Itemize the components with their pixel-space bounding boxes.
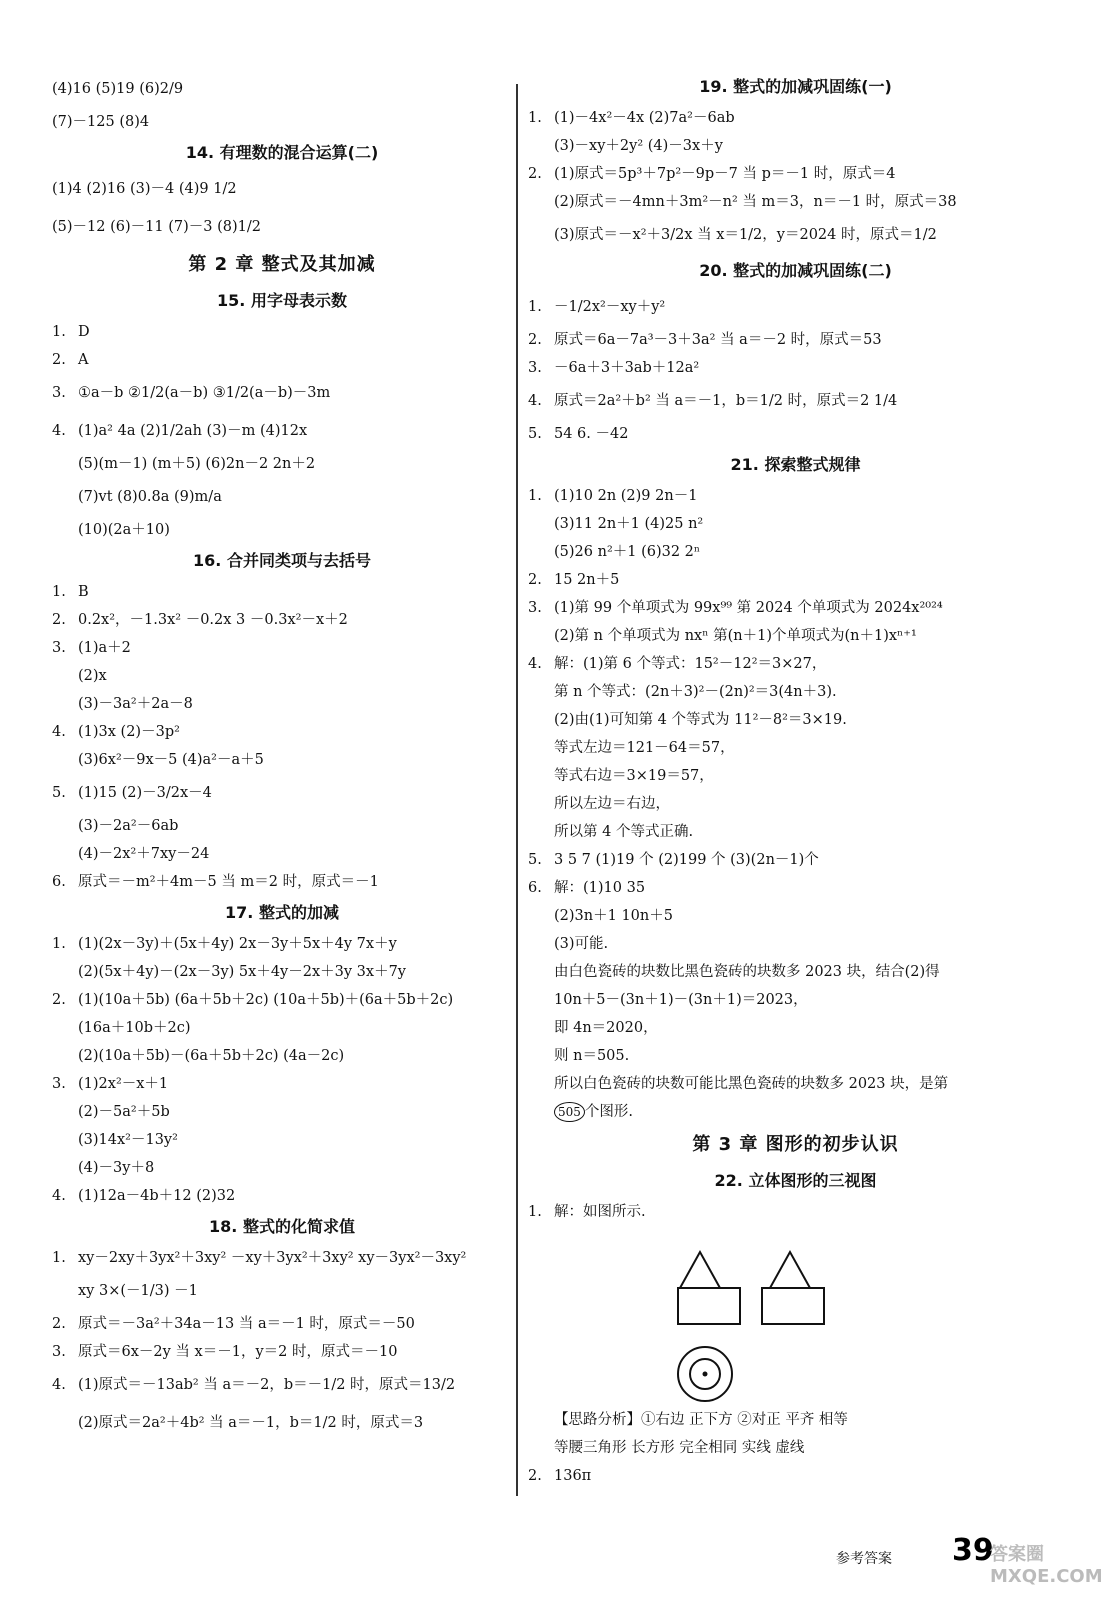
answer-line [52,1310,512,1338]
answer-line: 等腰三角形 长方形 完全相同 实线 虚线 [554,1440,805,1456]
answer-text: (1)原式＝－13ab² 当 a＝－2，b＝－1/2 时，原式＝13/2 [78,1377,456,1393]
answer-line: (3)－xy＋2y² (4)－3x＋y [554,138,723,154]
section-heading: 18. 整式的化简求值 [209,1217,355,1236]
question-number: 3. [528,600,542,616]
footer-label: 参考答案 [836,1551,892,1567]
question-number: 6. [52,874,66,890]
answer-line: 所以左边＝右边， [554,796,670,812]
answer-line [52,1070,512,1098]
watermark: 答案圈 MXQE.COM [990,1544,1103,1587]
answer-line [52,868,512,896]
answer-line: (4)－3y＋8 [78,1160,155,1176]
answer-line [52,578,512,606]
answer-line [52,318,512,346]
answer-line [52,634,512,662]
circled-number: 505 [554,1102,585,1122]
answer-line [528,382,1063,420]
section-heading: 16. 合并同类项与去括号 [193,551,371,570]
question-number: 4. [52,423,66,439]
question-number: 5. [52,785,66,801]
answer-line [528,1198,1063,1226]
answer-text: (1)a² 4a (2)1/2ah (3)－m (4)12x [78,423,308,439]
column-divider [516,84,518,1496]
chapter-heading: 第 3 章 图形的初步认识 [692,1134,899,1155]
question-number: 3. [52,640,66,656]
answer-line [528,160,1063,188]
three-view-figure [660,1242,880,1412]
answer-line: (2)x [78,668,107,684]
answer-line: 则 n＝505. [554,1048,630,1064]
answer-line: (5)26 n²＋1 (6)32 2ⁿ [554,544,701,560]
answer-text: (1)2x²－x＋1 [78,1076,169,1092]
answer-text: －6a＋3＋3ab＋12a² [554,360,700,376]
answer-line [528,420,1063,448]
answer-line [52,718,512,746]
answer-line: (3)6x²－9x－5 (4)a²－a＋5 [78,752,264,768]
question-number: 2. [528,166,542,182]
question-number: 4. [528,393,542,409]
answer-text: 个图形. [584,1104,634,1120]
answer-line: (2)(10a＋5b)－(6a＋5b＋2c) (4a－2c) [78,1048,345,1064]
section-heading: 19. 整式的加减巩固练(一) [699,77,892,96]
answer-line: (7)－125 (8)4 [52,114,150,130]
question-number: 2. [52,612,66,628]
question-number: 2. [528,572,542,588]
answer-line: (16a＋10b＋2c) [78,1020,191,1036]
question-number: 3. [52,385,66,401]
question-number: 2. [52,352,66,368]
answer-line [528,650,1063,678]
answer-line [52,346,512,374]
answer-line: (3)可能. [554,936,609,952]
answer-text: (1)－4x²－4x (2)7a²－6ab [554,110,735,126]
answer-text: 3 5 7 (1)19 个 (2)199 个 (3)(2n－1)个 [554,852,819,868]
section-heading: 21. 探索整式规律 [730,455,861,474]
answer-line: (7)vt (8)0.8a (9)m/a [78,489,222,505]
answer-line [52,1338,512,1366]
answer-line: 10n＋5－(3n＋1)－(3n＋1)＝2023， [554,992,808,1008]
answer-line: (2)由(1)可知第 4 个等式为 11²－8²＝3×19. [554,712,847,728]
answer-line [528,566,1063,594]
answer-line [52,986,512,1014]
question-number: 3. [528,360,542,376]
answer-text: A [78,352,89,368]
answer-line: 【思路分析】①右边 正下方 ②对正 平齐 相等 [554,1412,848,1428]
answer-line: 所以白色瓷砖的块数可能比黑色瓷砖的块数多 2023 块，是第 [554,1076,949,1092]
question-number: 5. [528,852,542,868]
answer-text: (1)(10a＋5b) (6a＋5b＋2c) (10a＋5b)＋(6a＋5b＋2c) [78,992,454,1008]
answer-line: 等式右边＝3×19＝57， [554,768,714,784]
answer-text: 原式＝6a－7a³－3＋3a² 当 a＝－2 时，原式＝53 [554,332,882,348]
answer-text: xy－2xy＋3yx²＋3xy² －xy＋3yx²＋3xy² xy－3yx²－3xy² [78,1250,467,1266]
answer-line: (3)－3a²＋2a－8 [78,696,193,712]
answer-line: (1)4 (2)16 (3)－4 (4)9 1/2 [52,181,237,197]
answer-text: (1)a＋2 [78,640,131,656]
answer-text: (1)第 99 个单项式为 99x⁹⁹ 第 2024 个单项式为 2024x²⁰²⁴ [554,600,943,616]
answer-text: (1)3x (2)－3p² [78,724,180,740]
question-number: 3. [52,1076,66,1092]
answer-text: 原式＝－3a²＋34a－13 当 a＝－1 时，原式＝－50 [78,1316,415,1332]
right-column-tail [528,1406,1063,1490]
answer-line: (2)原式＝－4mn＋3m²－n² 当 m＝3，n＝－1 时，原式＝38 [554,194,957,210]
side-view-triangle [770,1252,810,1288]
answer-text: B [78,584,89,600]
answer-line: (3)11 2n＋1 (4)25 n² [554,516,704,532]
question-number: 1. [52,1250,66,1266]
question-number: 1. [52,936,66,952]
answer-line: (2)－5a²＋5b [78,1104,170,1120]
question-number: 4. [52,1188,66,1204]
question-number: 1. [528,1204,542,1220]
answer-text: (1)原式＝5p³＋7p²－9p－7 当 p＝－1 时，原式＝4 [554,166,896,182]
answer-line [528,354,1063,382]
section-heading: 17. 整式的加减 [225,903,339,922]
section-heading: 15. 用字母表示数 [217,291,347,310]
answer-line: (2)原式＝2a²＋4b² 当 a＝－1，b＝1/2 时，原式＝3 [78,1415,424,1431]
answer-text: 原式＝－m²＋4m－5 当 m＝2 时，原式＝－1 [78,874,379,890]
answer-line: (3)－2a²－6ab [78,818,179,834]
answer-line [52,412,512,450]
answer-text: (1)(2x－3y)＋(5x＋4y) 2x－3y＋5x＋4y 7x＋y [78,936,397,952]
answer-line [528,1098,1063,1126]
answer-line [528,874,1063,902]
answer-line [528,1462,1063,1490]
answer-line: (3)14x²－13y² [78,1132,178,1148]
answer-line: xy 3×(－1/3) －1 [78,1283,198,1299]
section-heading: 14. 有理数的混合运算(二) [185,143,379,162]
answer-line [52,1366,512,1404]
question-number: 4. [528,656,542,672]
question-number: 2. [52,992,66,1008]
answer-line: (2)第 n 个单项式为 nxⁿ 第(n＋1)个单项式为(n＋1)xⁿ⁺¹ [554,628,917,644]
page-number: 39 [952,1533,994,1568]
answer-line [528,846,1063,874]
answer-line: (10)(2a＋10) [78,522,170,538]
answer-line [528,326,1063,354]
answer-text: 136π [554,1468,592,1484]
answer-line [52,1244,512,1272]
answer-text: 54 6. －42 [554,426,629,442]
answer-line: (3)原式＝－x²＋3/2x 当 x＝1/2，y＝2024 时，原式＝1/2 [554,227,937,243]
answer-line: 等式左边＝121－64＝57， [554,740,735,756]
answer-line: 即 4n＝2020， [554,1020,658,1036]
answer-line: 第 n 个等式：(2n＋3)²－(2n)²＝3(4n＋3). [554,684,837,700]
answer-text: 15 2n＋5 [554,572,620,588]
answer-text: 解：(1)10 35 [554,880,646,896]
question-number: 2. [528,1468,542,1484]
side-view-rectangle [762,1288,824,1324]
answer-line: (5)－12 (6)－11 (7)－3 (8)1/2 [52,219,261,235]
front-view-triangle [680,1252,720,1288]
answer-text: 原式＝6x－2y 当 x＝－1，y＝2 时，原式＝－10 [78,1344,398,1360]
left-column [52,70,512,1442]
top-view-center-dot [703,1372,708,1377]
answer-line [52,1182,512,1210]
answer-line: (4)－2x²＋7xy－24 [78,846,210,862]
question-number: 1. [528,110,542,126]
answer-line [52,930,512,958]
answer-text: 0.2x²，－1.3x² －0.2x 3 －0.3x²－x＋2 [78,612,348,628]
answer-line: (2)3n＋1 10n＋5 [554,908,673,924]
answer-text: 原式＝2a²＋b² 当 a＝－1，b＝1/2 时，原式＝2 1/4 [554,393,898,409]
answer-line [52,374,512,412]
answer-text: ①a－b ②1/2(a－b) ③1/2(a－b)－3m [78,385,331,401]
answer-line [528,482,1063,510]
question-number: 2. [52,1316,66,1332]
answer-line [528,288,1063,326]
answer-text: (1)10 2n (2)9 2n－1 [554,488,698,504]
answer-text: D [78,324,90,340]
answer-line: (2)(5x＋4y)－(2x－3y) 5x＋4y－2x＋3y 3x＋7y [78,964,406,980]
section-heading: 20. 整式的加减巩固练(二) [699,261,892,280]
chapter-heading: 第 2 章 整式及其加减 [188,254,376,275]
question-number: 1. [528,488,542,504]
answer-text: 解：(1)第 6 个等式：15²－12²＝3×27， [554,656,827,672]
question-number: 1. [528,299,542,315]
question-number: 1. [52,584,66,600]
answer-line: 所以第 4 个等式正确. [554,824,694,840]
question-number: 2. [528,332,542,348]
answer-text: (1)15 (2)－3/2x－4 [78,785,212,801]
front-view-rectangle [678,1288,740,1324]
answer-text: 解：如图所示. [554,1204,646,1220]
answer-line: (4)16 (5)19 (6)2/9 [52,81,184,97]
section-heading: 22. 立体图形的三视图 [714,1171,877,1190]
answer-text: (1)12a－4b＋12 (2)32 [78,1188,236,1204]
question-number: 5. [528,426,542,442]
answer-line [528,594,1063,622]
question-number: 4. [52,724,66,740]
answer-text: －1/2x²－xy＋y² [554,299,666,315]
right-column [528,70,1063,1226]
answer-line [52,606,512,634]
question-number: 4. [52,1377,66,1393]
answer-line [528,104,1063,132]
question-number: 1. [52,324,66,340]
question-number: 3. [52,1344,66,1360]
answer-line: 由白色瓷砖的块数比黑色瓷砖的块数多 2023 块，结合(2)得 [554,964,940,980]
question-number: 6. [528,880,542,896]
answer-line [52,774,512,812]
answer-line: (5)(m－1) (m＋5) (6)2n－2 2n＋2 [78,456,316,472]
